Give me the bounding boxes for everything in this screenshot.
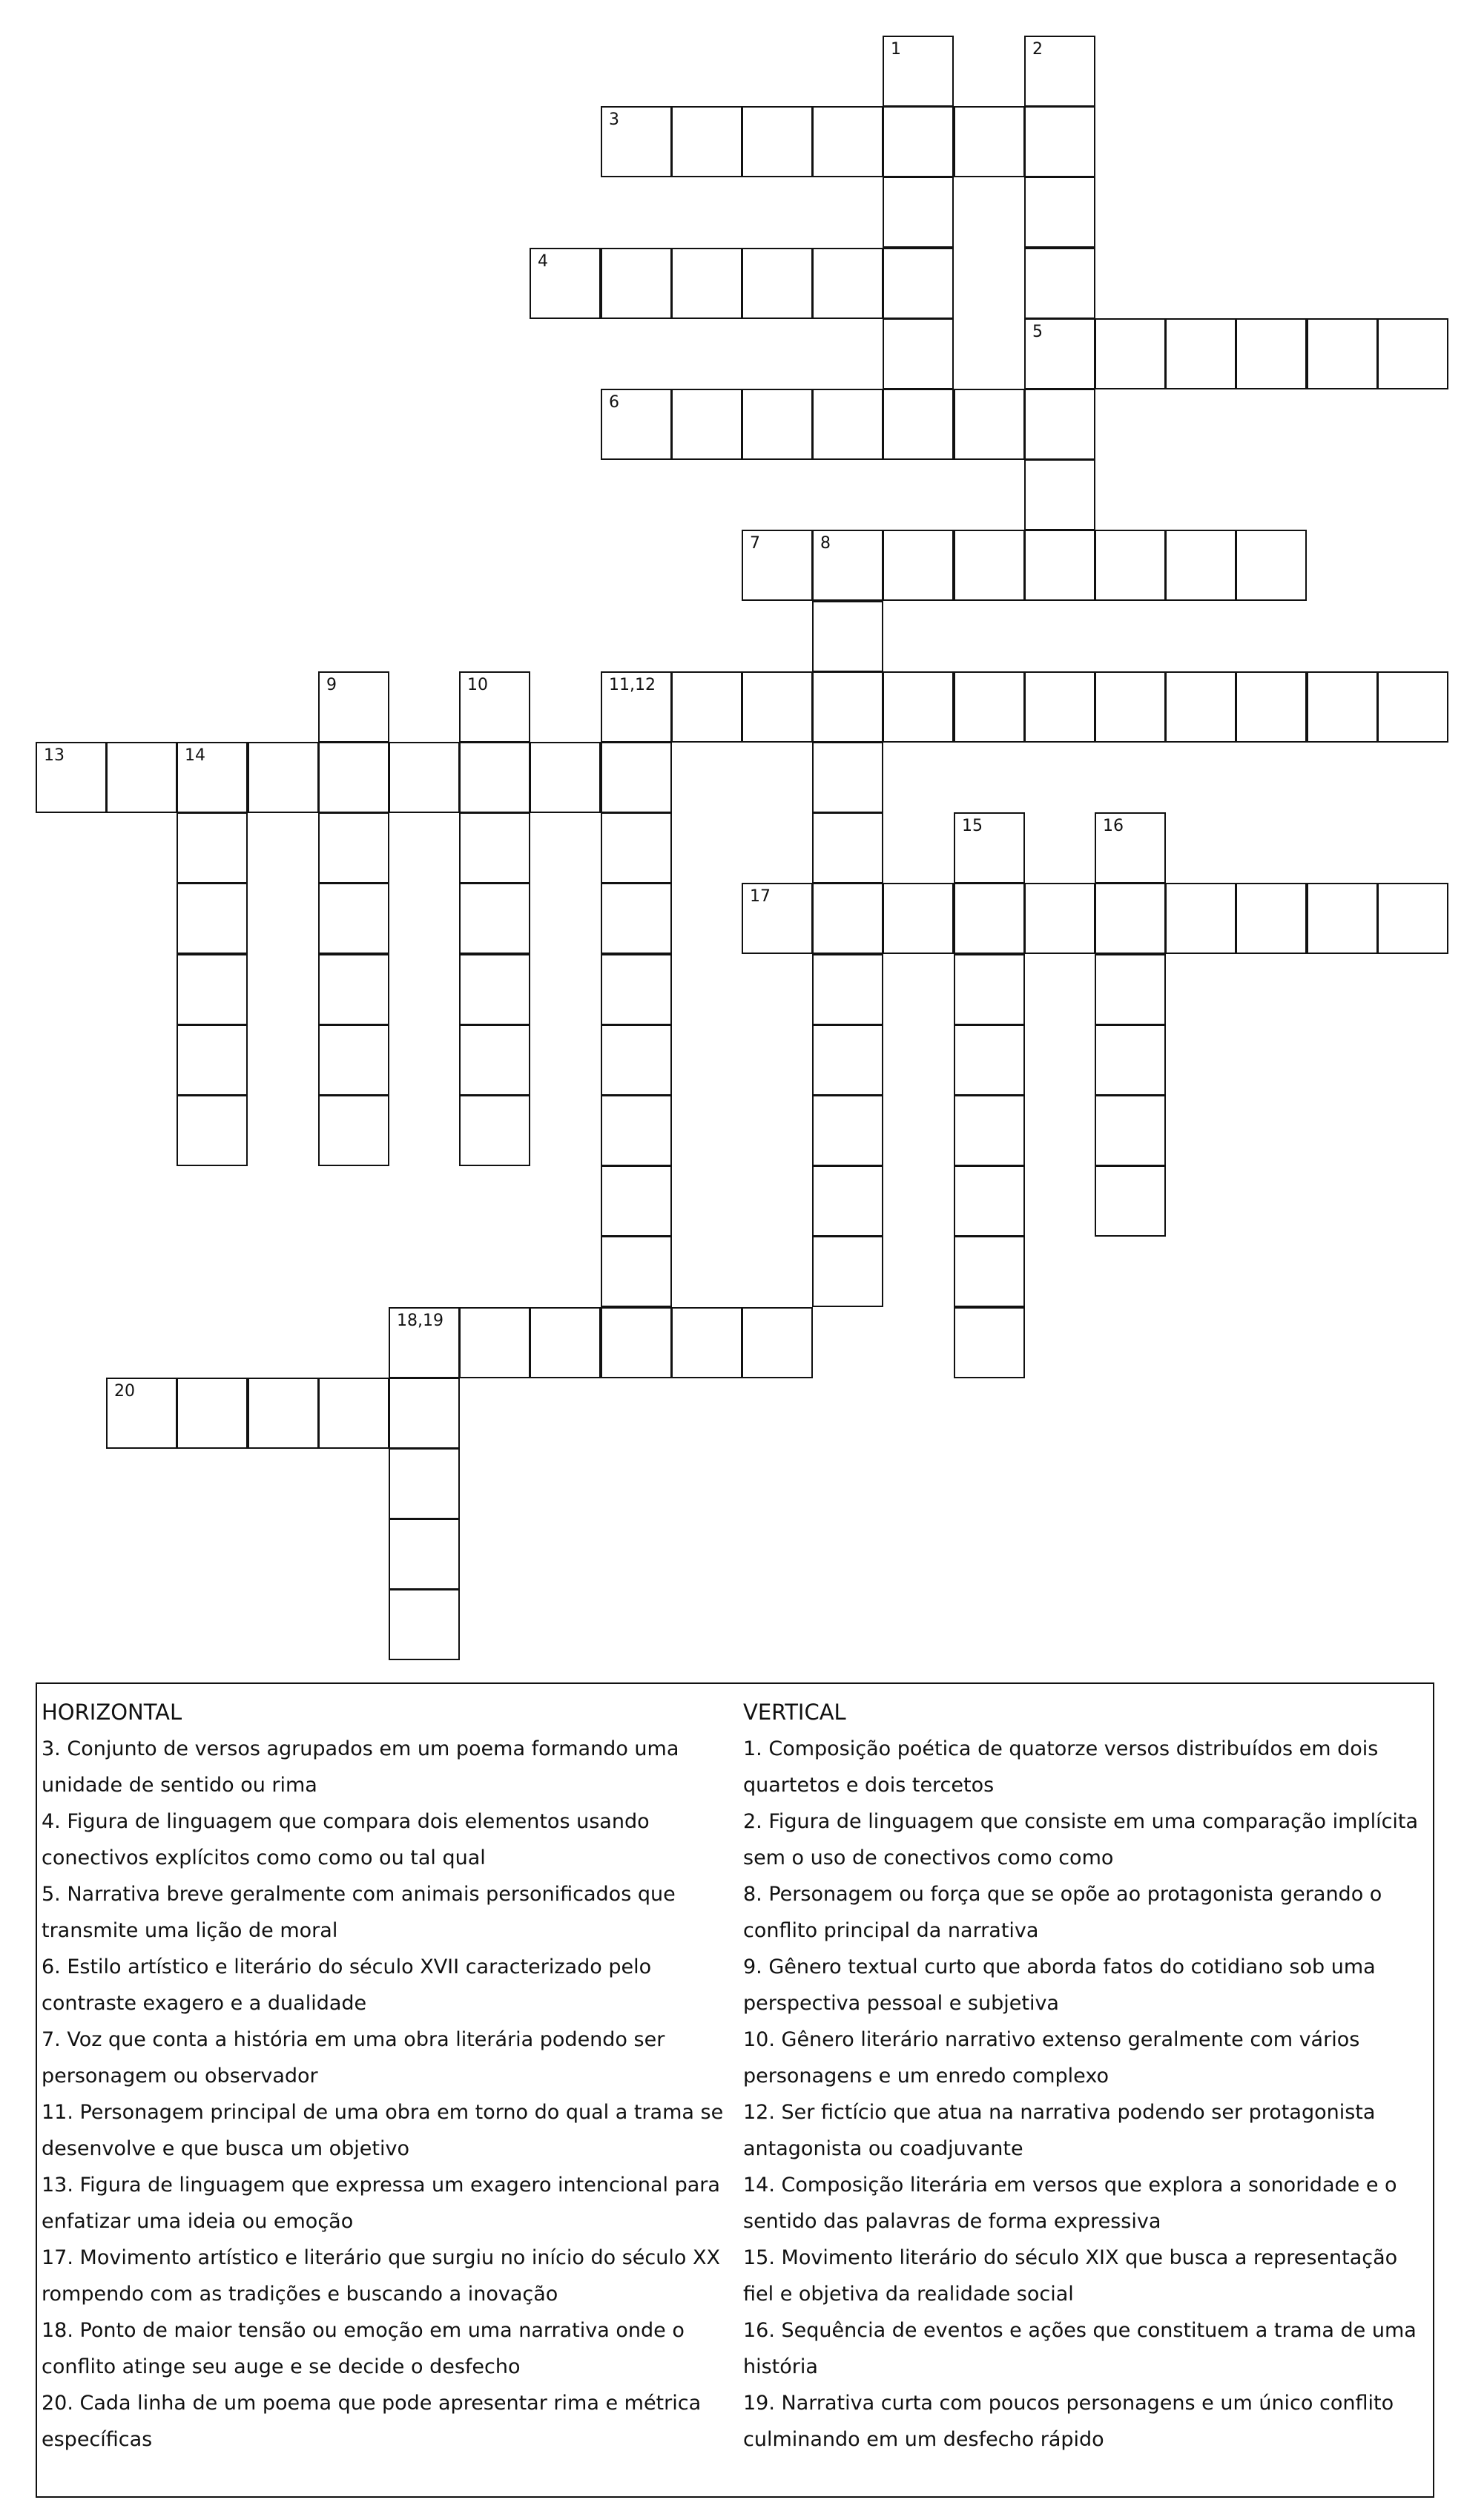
- clue-line: 8. Personagem ou força que se opõe ao protagonista gerando o: [743, 1883, 1382, 1906]
- crossword-cell[interactable]: [812, 601, 883, 672]
- clue-line: 6. Estilo artístico e literário do século XVII caracterizado pelo: [42, 1955, 652, 1978]
- clue-line: perspectiva pessoal e subjetiva: [743, 1992, 1059, 2015]
- clue-line: 13. Figura de linguagem que expressa um exagero intencional para: [42, 2174, 720, 2197]
- crossword-cell[interactable]: [1024, 106, 1095, 177]
- crossword-cell[interactable]: [883, 389, 954, 460]
- crossword-cell[interactable]: [459, 1307, 530, 1378]
- clue-number: 2: [1032, 40, 1043, 59]
- clue-line: 4. Figura de linguagem que compara dois elementos usando: [42, 1810, 650, 1833]
- crossword-cell[interactable]: [601, 742, 672, 813]
- crossword-cell[interactable]: [106, 742, 177, 813]
- crossword-cell[interactable]: [177, 1024, 248, 1096]
- crossword-cell[interactable]: [1307, 318, 1378, 389]
- clue-line: sem o uso de conectivos como como: [743, 1846, 1114, 1869]
- clue-number: 9: [326, 676, 337, 694]
- crossword-cell[interactable]: [812, 671, 883, 743]
- crossword-cell[interactable]: [1024, 318, 1095, 389]
- crossword-cell[interactable]: [601, 389, 672, 460]
- crossword-cell[interactable]: [812, 812, 883, 884]
- crossword-cell[interactable]: [177, 1095, 248, 1166]
- crossword-cell[interactable]: [1165, 318, 1236, 389]
- crossword-cell[interactable]: [601, 812, 672, 884]
- crossword-cell[interactable]: [954, 812, 1025, 884]
- clue-line: rompendo com as tradições e buscando a inovação: [42, 2283, 558, 2306]
- crossword-cell[interactable]: [883, 671, 954, 743]
- crossword-cell[interactable]: [318, 883, 389, 954]
- crossword-cell[interactable]: [318, 671, 389, 743]
- crossword-cell[interactable]: [389, 742, 460, 813]
- crossword-cell[interactable]: [389, 1589, 460, 1660]
- crossword-cell[interactable]: [530, 1307, 601, 1378]
- crossword-cell[interactable]: [742, 883, 813, 954]
- crossword-cell[interactable]: [248, 1378, 319, 1449]
- clue-line: específicas: [42, 2428, 153, 2451]
- crossword-cell[interactable]: [1024, 177, 1095, 248]
- crossword-cell[interactable]: [954, 389, 1025, 460]
- clue-number: 17: [750, 887, 771, 906]
- horizontal-heading: HORIZONTAL: [42, 1700, 182, 1725]
- clue-line: personagem ou observador: [42, 2065, 318, 2088]
- clue-line: 7. Voz que conta a história em uma obra literária podendo ser: [42, 2028, 665, 2051]
- clue-number: 18,19: [397, 1312, 444, 1330]
- crossword-cell[interactable]: [318, 1024, 389, 1096]
- crossword-cell[interactable]: [671, 671, 742, 743]
- crossword-cell[interactable]: [812, 1165, 883, 1237]
- crossword-cell[interactable]: [742, 389, 813, 460]
- crossword-cell[interactable]: [812, 530, 883, 601]
- clue-number: 8: [820, 534, 831, 553]
- crossword-cell[interactable]: [954, 954, 1025, 1025]
- crossword-cell[interactable]: [1165, 530, 1236, 601]
- crossword-cell[interactable]: [530, 248, 601, 319]
- crossword-cell[interactable]: [601, 1165, 672, 1237]
- crossword-cell[interactable]: [1024, 459, 1095, 530]
- clue-line: unidade de sentido ou rima: [42, 1774, 317, 1797]
- crossword-cell[interactable]: [883, 530, 954, 601]
- clue-line: 16. Sequência de eventos e ações que constituem a trama de uma: [743, 2319, 1417, 2342]
- crossword-cell[interactable]: [954, 1307, 1025, 1378]
- crossword-cell[interactable]: [389, 1448, 460, 1519]
- vertical-clues: [743, 1694, 1433, 2458]
- crossword-cell[interactable]: [1377, 883, 1448, 954]
- crossword-cell[interactable]: [812, 742, 883, 813]
- crossword-cell[interactable]: [1024, 883, 1095, 954]
- crossword-cell[interactable]: [459, 1024, 530, 1096]
- crossword-cell[interactable]: [883, 106, 954, 177]
- crossword-cell[interactable]: [954, 1165, 1025, 1237]
- crossword-cell[interactable]: [812, 1236, 883, 1307]
- crossword-cell[interactable]: [1377, 671, 1448, 743]
- crossword-cell[interactable]: [1095, 530, 1166, 601]
- crossword-cell[interactable]: [812, 248, 883, 319]
- crossword-cell[interactable]: [812, 1095, 883, 1166]
- crossword-cell[interactable]: [954, 1024, 1025, 1096]
- crossword-cell[interactable]: [1236, 318, 1307, 389]
- crossword-cell[interactable]: [954, 530, 1025, 601]
- clue-line: 2. Figura de linguagem que consiste em uma comparação implícita: [743, 1810, 1419, 1833]
- crossword-cell[interactable]: [1307, 671, 1378, 743]
- clue-number: 7: [750, 534, 760, 553]
- crossword-cell[interactable]: [812, 106, 883, 177]
- clue-line: 17. Movimento artístico e literário que surgiu no início do século XX: [42, 2246, 720, 2269]
- clue-line: quartetos e dois tercetos: [743, 1774, 995, 1797]
- clue-number: 20: [114, 1382, 135, 1401]
- crossword-cell[interactable]: [812, 1024, 883, 1096]
- crossword-cell[interactable]: [177, 742, 248, 813]
- crossword-cell[interactable]: [177, 954, 248, 1025]
- crossword-cell[interactable]: [742, 530, 813, 601]
- crossword-cell[interactable]: [459, 1095, 530, 1166]
- crossword-cell[interactable]: [318, 1378, 389, 1449]
- crossword-cell[interactable]: [883, 36, 954, 107]
- clue-number: 4: [538, 252, 548, 271]
- clue-number: 3: [609, 111, 619, 129]
- clue-line: antagonista ou coadjuvante: [743, 2137, 1023, 2160]
- crossword-cell[interactable]: [1307, 883, 1378, 954]
- crossword-cell[interactable]: [1236, 883, 1307, 954]
- crossword-cell[interactable]: [1095, 1165, 1166, 1237]
- clue-line: 15. Movimento literário do século XIX que busca a representação: [743, 2246, 1398, 2269]
- crossword-cell[interactable]: [36, 742, 107, 813]
- crossword-cell[interactable]: [812, 883, 883, 954]
- crossword-cell[interactable]: [671, 389, 742, 460]
- crossword-cell[interactable]: [1095, 883, 1166, 954]
- clue-line: fiel e objetiva da realidade social: [743, 2283, 1074, 2306]
- clue-line: transmite uma lição de moral: [42, 1919, 338, 1942]
- crossword-cell[interactable]: [530, 742, 601, 813]
- clue-line: 10. Gênero literário narrativo extenso geralmente com vários: [743, 2028, 1360, 2051]
- clue-line: 1. Composição poética de quatorze versos distribuídos em dois: [743, 1737, 1379, 1760]
- crossword-cell[interactable]: [601, 1307, 672, 1378]
- crossword-cell[interactable]: [601, 248, 672, 319]
- crossword-cell[interactable]: [954, 1095, 1025, 1166]
- crossword-cell[interactable]: [954, 671, 1025, 743]
- clue-number: 14: [185, 746, 205, 765]
- crossword-cell[interactable]: [459, 883, 530, 954]
- crossword-cell[interactable]: [1165, 671, 1236, 743]
- clue-number: 16: [1103, 817, 1124, 835]
- clue-line: 14. Composição literária em versos que explora a sonoridade e o: [743, 2174, 1397, 2197]
- crossword-cell[interactable]: [671, 106, 742, 177]
- crossword-cell[interactable]: [601, 1236, 672, 1307]
- clue-line: história: [743, 2355, 818, 2378]
- clue-line: desenvolve e que busca um objetivo: [42, 2137, 409, 2160]
- clue-line: conflito principal da narrativa: [743, 1919, 1039, 1942]
- crossword-cell[interactable]: [742, 248, 813, 319]
- horizontal-clues: [42, 1694, 731, 2458]
- crossword-cell[interactable]: [671, 1307, 742, 1378]
- crossword-cell[interactable]: [1024, 389, 1095, 460]
- crossword-cell[interactable]: [601, 671, 672, 743]
- clue-number: 13: [44, 746, 65, 765]
- crossword-cell[interactable]: [601, 1024, 672, 1096]
- crossword-cell[interactable]: [671, 248, 742, 319]
- crossword-cell[interactable]: [1024, 671, 1095, 743]
- clue-line: 12. Ser fictício que atua na narrativa podendo ser protagonista: [743, 2101, 1376, 2124]
- crossword-cell[interactable]: [883, 318, 954, 389]
- crossword-cell[interactable]: [459, 812, 530, 884]
- clue-line: personagens e um enredo complexo: [743, 2065, 1109, 2088]
- crossword-cell[interactable]: [106, 1378, 177, 1449]
- crossword-cell[interactable]: [954, 1236, 1025, 1307]
- clue-number: 6: [609, 393, 619, 412]
- clue-line: 11. Personagem principal de uma obra em torno do qual a trama se: [42, 2101, 724, 2124]
- clue-line: 5. Narrativa breve geralmente com animais personificados que: [42, 1883, 676, 1906]
- crossword-cell[interactable]: [177, 883, 248, 954]
- crossword-cell[interactable]: [883, 248, 954, 319]
- crossword-cell[interactable]: [177, 1378, 248, 1449]
- crossword-cell[interactable]: [812, 954, 883, 1025]
- clue-line: 20. Cada linha de um poema que pode apresentar rima e métrica: [42, 2392, 702, 2415]
- crossword-cell[interactable]: [1236, 530, 1307, 601]
- crossword-cell[interactable]: [742, 106, 813, 177]
- crossword-cell[interactable]: [742, 671, 813, 743]
- crossword-cell[interactable]: [742, 1307, 813, 1378]
- clue-number: 10: [467, 676, 488, 694]
- crossword-cell[interactable]: [601, 883, 672, 954]
- clues-box: [36, 1682, 1434, 2498]
- crossword-cell[interactable]: [1095, 954, 1166, 1025]
- crossword-cell[interactable]: [1024, 36, 1095, 107]
- crossword-cell[interactable]: [459, 742, 530, 813]
- crossword-cell[interactable]: [459, 954, 530, 1025]
- crossword-cell[interactable]: [318, 954, 389, 1025]
- crossword-cell[interactable]: [1095, 1024, 1166, 1096]
- crossword-cell[interactable]: [954, 883, 1025, 954]
- clue-line: conflito atinge seu auge e se decide o desfecho: [42, 2355, 521, 2378]
- clue-line: contraste exagero e a dualidade: [42, 1992, 367, 2015]
- crossword-cell[interactable]: [1095, 812, 1166, 884]
- crossword-cell[interactable]: [954, 106, 1025, 177]
- crossword-cell[interactable]: [389, 1307, 460, 1378]
- clue-line: 9. Gênero textual curto que aborda fatos do cotidiano sob uma: [743, 1955, 1376, 1978]
- clue-line: enfatizar uma ideia ou emoção: [42, 2210, 354, 2233]
- crossword-cell[interactable]: [601, 106, 672, 177]
- clue-line: conectivos explícitos como como ou tal qual: [42, 1846, 486, 1869]
- vertical-heading: VERTICAL: [743, 1700, 846, 1725]
- crossword-cell[interactable]: [601, 954, 672, 1025]
- crossword-cell[interactable]: [318, 742, 389, 813]
- crossword-cell[interactable]: [389, 1378, 460, 1449]
- clue-line: sentido das palavras de forma expressiva: [743, 2210, 1161, 2233]
- crossword-cell[interactable]: [389, 1519, 460, 1590]
- clue-line: 3. Conjunto de versos agrupados em um poema formando uma: [42, 1737, 679, 1760]
- crossword-cell[interactable]: [459, 671, 530, 743]
- crossword-cell[interactable]: [1377, 318, 1448, 389]
- clue-number: 1: [891, 40, 901, 59]
- clue-line: 18. Ponto de maior tensão ou emoção em uma narrativa onde o: [42, 2319, 685, 2342]
- crossword-cell[interactable]: [812, 389, 883, 460]
- crossword-cell[interactable]: [601, 1095, 672, 1166]
- crossword-cell[interactable]: [177, 812, 248, 884]
- crossword-cell[interactable]: [883, 177, 954, 248]
- crossword-cell[interactable]: [248, 742, 319, 813]
- crossword-cell[interactable]: [1024, 248, 1095, 319]
- crossword-cell[interactable]: [1095, 671, 1166, 743]
- clue-number: 15: [962, 817, 983, 835]
- clue-number: 11,12: [609, 676, 656, 694]
- crossword-cell[interactable]: [318, 812, 389, 884]
- clue-line: 19. Narrativa curta com poucos personagens e um único conflito: [743, 2392, 1394, 2415]
- clue-number: 5: [1032, 323, 1043, 341]
- crossword-cell[interactable]: [1095, 318, 1166, 389]
- crossword-cell[interactable]: [1095, 1095, 1166, 1166]
- clue-line: culminando em um desfecho rápido: [743, 2428, 1104, 2451]
- crossword-cell[interactable]: [1024, 530, 1095, 601]
- crossword-cell[interactable]: [1165, 883, 1236, 954]
- crossword-cell[interactable]: [883, 883, 954, 954]
- crossword-cell[interactable]: [1236, 671, 1307, 743]
- crossword-cell[interactable]: [318, 1095, 389, 1166]
